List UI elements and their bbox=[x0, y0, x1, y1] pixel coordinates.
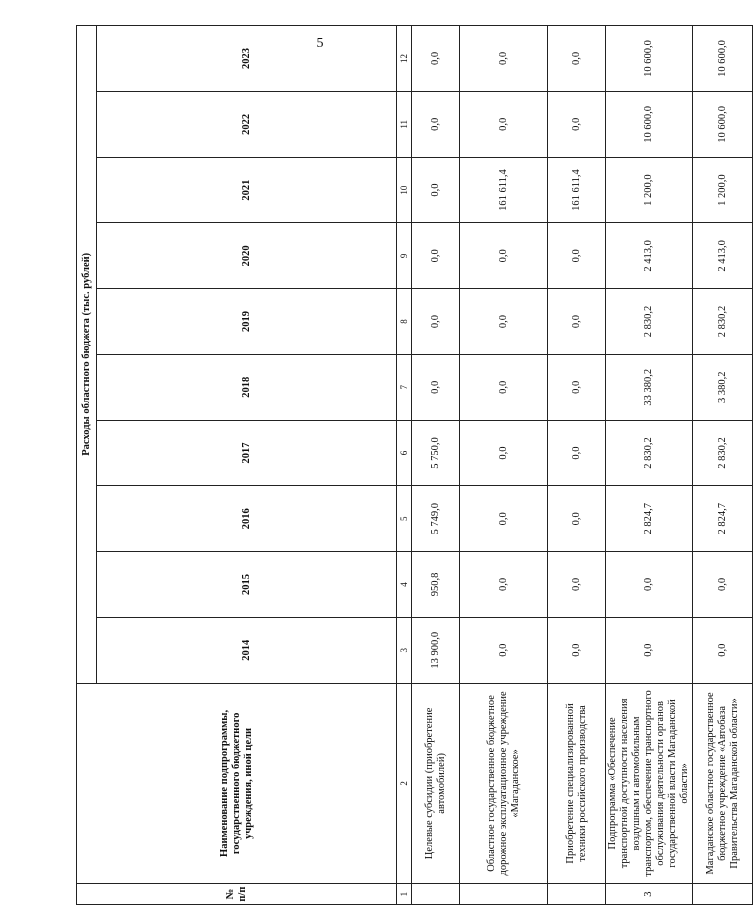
header-year: 2020 bbox=[97, 223, 397, 289]
row-value: 2 830,2 bbox=[606, 289, 693, 355]
column-index: 2 bbox=[397, 683, 412, 884]
table-row bbox=[460, 26, 548, 905]
row-name: Областное государственное бюджетное дорожное эксплуатационное учреждение «Магаданское» bbox=[460, 683, 548, 884]
row-value: 1 200,0 bbox=[606, 157, 693, 223]
budget-table-sheet bbox=[76, 25, 740, 905]
column-index: 3 bbox=[397, 617, 412, 683]
header-year: 2019 bbox=[97, 289, 397, 355]
row-value: 161 611,4 bbox=[548, 157, 606, 223]
row-number: 3 bbox=[606, 884, 693, 905]
table-row bbox=[412, 26, 460, 905]
row-value: 5 749,0 bbox=[412, 486, 460, 552]
row-value: 0,0 bbox=[460, 26, 548, 92]
row-value: 0,0 bbox=[460, 91, 548, 157]
row-value: 0,0 bbox=[460, 223, 548, 289]
row-value: 13 900,0 bbox=[412, 617, 460, 683]
row-value: 0,0 bbox=[412, 26, 460, 92]
row-value: 0,0 bbox=[460, 486, 548, 552]
row-value: 10 600,0 bbox=[693, 26, 753, 92]
column-index: 11 bbox=[397, 91, 412, 157]
row-value: 0,0 bbox=[548, 486, 606, 552]
row-value: 0,0 bbox=[693, 552, 753, 618]
row-value: 0,0 bbox=[548, 354, 606, 420]
header-year: 2023 bbox=[97, 26, 397, 92]
row-name: Магаданское областное государственное бюджетное учреждение «Автобаза Правительства Магаданской области» bbox=[693, 683, 753, 884]
column-index: 12 bbox=[397, 26, 412, 92]
row-value: 2 413,0 bbox=[693, 223, 753, 289]
row-value: 2 824,7 bbox=[693, 486, 753, 552]
column-index: 6 bbox=[397, 420, 412, 486]
row-number bbox=[412, 884, 460, 905]
row-name: Подпрограмма «Обеспечение транспортной доступности населения воздушным и автомобильным транспортом, обеспечение транспортного обслуживания деятельности органов государственной власти Магаданской области» bbox=[606, 683, 693, 884]
column-index: 4 bbox=[397, 552, 412, 618]
row-value: 0,0 bbox=[412, 289, 460, 355]
row-number bbox=[548, 884, 606, 905]
column-index: 9 bbox=[397, 223, 412, 289]
row-value: 0,0 bbox=[412, 223, 460, 289]
column-index: 8 bbox=[397, 289, 412, 355]
row-value: 2 830,2 bbox=[693, 289, 753, 355]
budget-table bbox=[76, 25, 753, 905]
header-expenses-group: Расходы областного бюджета (тыс. рублей) bbox=[77, 26, 97, 684]
header-name: Наименование подпрограммы, государственного бюджетного учреждения, иной цели bbox=[77, 683, 397, 884]
header-year: 2022 bbox=[97, 91, 397, 157]
header-year: 2018 bbox=[97, 354, 397, 420]
header-year: 2016 bbox=[97, 486, 397, 552]
header-year: 2014 bbox=[97, 617, 397, 683]
row-value: 0,0 bbox=[412, 157, 460, 223]
row-value: 2 830,2 bbox=[693, 420, 753, 486]
row-number bbox=[460, 884, 548, 905]
page-number: 5 bbox=[316, 36, 324, 51]
row-value: 33 380,2 bbox=[606, 354, 693, 420]
column-index: 10 bbox=[397, 157, 412, 223]
column-index-row bbox=[397, 26, 412, 905]
row-value: 0,0 bbox=[460, 420, 548, 486]
row-value: 2 824,7 bbox=[606, 486, 693, 552]
row-value: 2 830,2 bbox=[606, 420, 693, 486]
row-value: 0,0 bbox=[606, 552, 693, 618]
row-value: 0,0 bbox=[548, 26, 606, 92]
row-value: 950,8 bbox=[412, 552, 460, 618]
row-value: 1 200,0 bbox=[693, 157, 753, 223]
row-value: 2 413,0 bbox=[606, 223, 693, 289]
row-value: 0,0 bbox=[460, 289, 548, 355]
row-name: Целевые субсидии (приобретение автомобилей) bbox=[412, 683, 460, 884]
row-name: Приобретение специализированной техники российского производства bbox=[548, 683, 606, 884]
table-row bbox=[548, 26, 606, 905]
row-value: 10 600,0 bbox=[606, 26, 693, 92]
header-year: 2015 bbox=[97, 552, 397, 618]
row-value: 0,0 bbox=[412, 91, 460, 157]
row-value: 0,0 bbox=[460, 617, 548, 683]
row-value: 0,0 bbox=[548, 289, 606, 355]
row-value: 0,0 bbox=[693, 617, 753, 683]
row-value: 5 750,0 bbox=[412, 420, 460, 486]
row-value: 0,0 bbox=[548, 91, 606, 157]
rotated-page-frame bbox=[76, 40, 740, 905]
row-value: 10 600,0 bbox=[606, 91, 693, 157]
header-year: 2017 bbox=[97, 420, 397, 486]
column-index: 5 bbox=[397, 486, 412, 552]
row-value: 0,0 bbox=[460, 354, 548, 420]
row-value: 10 600,0 bbox=[693, 91, 753, 157]
header-year: 2021 bbox=[97, 157, 397, 223]
table-row bbox=[606, 26, 693, 905]
column-index: 7 bbox=[397, 354, 412, 420]
row-value: 161 611,4 bbox=[460, 157, 548, 223]
row-value: 0,0 bbox=[548, 420, 606, 486]
row-number bbox=[693, 884, 753, 905]
row-value: 0,0 bbox=[548, 223, 606, 289]
row-value: 0,0 bbox=[412, 354, 460, 420]
row-value: 0,0 bbox=[548, 617, 606, 683]
header-num: № п/п bbox=[77, 884, 397, 905]
column-index: 1 bbox=[397, 884, 412, 905]
row-value: 0,0 bbox=[606, 617, 693, 683]
table-row bbox=[693, 26, 753, 905]
row-value: 0,0 bbox=[460, 552, 548, 618]
row-value: 3 380,2 bbox=[693, 354, 753, 420]
row-value: 0,0 bbox=[548, 552, 606, 618]
